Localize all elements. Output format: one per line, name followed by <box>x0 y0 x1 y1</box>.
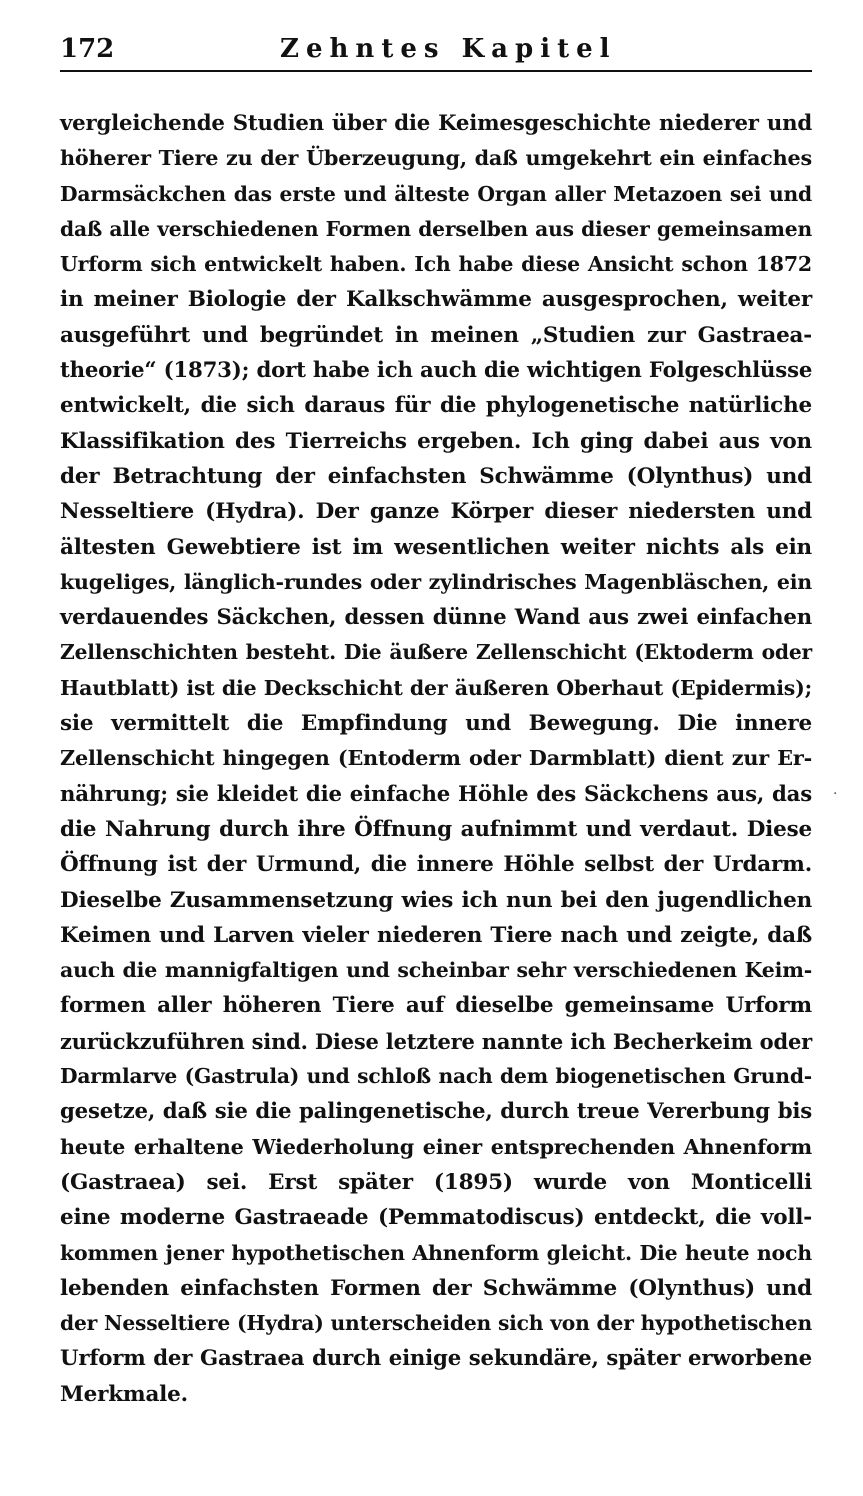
body-text <box>60 106 812 1412</box>
text-line: formen aller höheren Tiere auf dieselbe gemeinsame Urform <box>60 993 812 1019</box>
text-line: Keimen und Larven vieler niederen Tiere nach und zeigte, daß <box>60 922 812 948</box>
text-line: die Nahrung durch ihre Öffnung aufnimmt und verdaut. Diese <box>60 816 812 842</box>
text-line: Hautblatt) ist die Deckschicht der äußeren Oberhaut (Epidermis); <box>60 675 812 700</box>
text-line: Darmlarve (Gastrula) und schloß nach dem biogenetischen Grund- <box>60 1064 812 1089</box>
text-line: sie vermittelt die Empfindung und Bewegung. Die innere <box>60 711 812 737</box>
text-line: kugeliges, länglich-rundes oder zylindrisches Magenbläschen, ein <box>60 569 812 594</box>
text-line: vergleichende Studien über die Keimesgeschichte niederer und <box>60 111 812 136</box>
text-line: Dieselbe Zusammensetzung wies ich nun bei den jugendlichen <box>60 887 812 913</box>
text-line: Nesseltiere (Hydra). Der ganze Körper dieser niedersten und <box>60 499 812 525</box>
text-line: Urform der Gastraea durch einige sekundäre, später erworbene <box>60 1346 812 1372</box>
text-line: der Betrachtung der einfachsten Schwämme (Olynthus) und <box>60 463 812 489</box>
text-line: verdauendes Säckchen, dessen dünne Wand aus zwei einfachen <box>60 605 812 631</box>
text-line: kommen jener hypothetischen Ahnenform gleicht. Die heute noch <box>60 1240 812 1265</box>
text-line: Öffnung ist der Urmund, die innere Höhle selbst der Urdarm. <box>60 852 812 878</box>
text-line: Darmsäckchen das erste und älteste Organ aller Metazoen sei und <box>60 181 812 206</box>
text-line: Merkmale. <box>60 1381 188 1407</box>
text-line: höherer Tiere zu der Überzeugung, daß umgekehrt ein einfaches <box>60 146 812 171</box>
text-line: entwickelt, die sich daraus für die phylogenetische natürliche <box>60 393 812 419</box>
text-line: in meiner Biologie der Kalkschwämme ausgesprochen, weiter <box>60 287 812 313</box>
text-line: Urform sich entwickelt haben. Ich habe diese Ansicht schon 1872 <box>60 252 812 277</box>
text-line: nährung; sie kleidet die einfache Höhle des Säckchens aus, das <box>60 781 812 807</box>
header-rule <box>60 70 812 72</box>
text-line: Zellenschicht hingegen (Entoderm oder Darmblatt) dient zur Er- <box>60 746 812 771</box>
text-line: heute erhaltene Wiederholung einer entsprechenden Ahnenform <box>60 1134 812 1159</box>
text-line: ausgeführt und begründet in meinen „Studien zur Gastraea- <box>60 322 812 348</box>
text-line: lebenden einfachsten Formen der Schwämme (Olynthus) und <box>60 1275 812 1301</box>
text-line: zurückzuführen sind. Diese letztere nannte ich Becherkeim oder <box>60 1028 812 1054</box>
margin-dot: · <box>833 786 838 802</box>
text-line: Klassifikation des Tierreichs ergeben. Ich ging dabei aus von <box>60 428 812 454</box>
text-line: der Nesseltiere (Hydra) unterscheiden sich von der hypothetischen <box>60 1311 812 1336</box>
text-line: ältesten Gewebtiere ist im wesentlichen weiter nichts als ein <box>60 534 812 560</box>
text-line: eine moderne Gastraeade (Pemmatodiscus) entdeckt, die voll- <box>60 1205 812 1231</box>
text-line: theorie“ (1873); dort habe ich auch die wichtigen Folgeschlüsse <box>60 358 813 384</box>
running-title: Zehntes Kapitel <box>280 34 617 64</box>
text-line: Zellenschichten besteht. Die äußere Zellenschicht (Ektoderm oder <box>60 640 812 665</box>
text-line: daß alle verschiedenen Formen derselben aus dieser gemeinsamen <box>60 216 812 241</box>
text-line: gesetze, daß sie die palingenetische, durch treue Vererbung bis <box>60 1099 812 1125</box>
page-number: 172 <box>60 34 115 64</box>
text-line: auch die mannigfaltigen und scheinbar sehr verschiedenen Keim- <box>60 958 812 983</box>
page-header <box>60 34 812 74</box>
text-line: (Gastraea) sei. Erst später (1895) wurde von Monticelli <box>60 1169 812 1195</box>
